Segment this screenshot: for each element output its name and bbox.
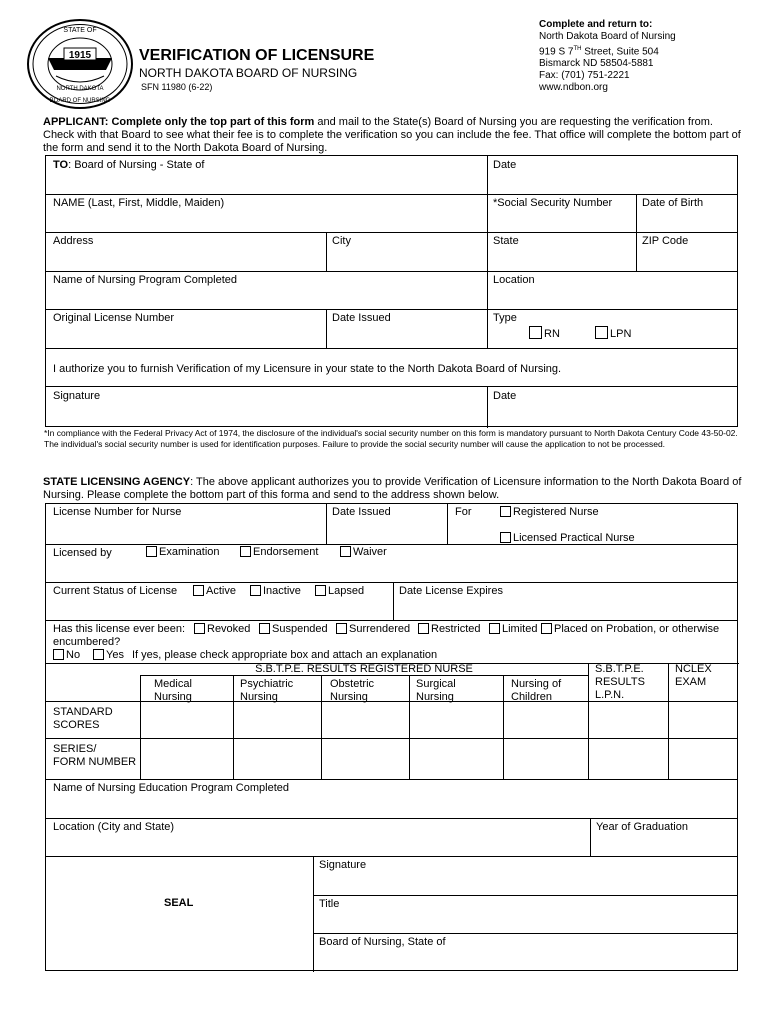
original-license-field[interactable]: Original License Number bbox=[53, 312, 175, 324]
return-address bbox=[539, 19, 676, 94]
year-graduation-field[interactable]: Year of Graduation bbox=[596, 821, 688, 833]
active-checkbox[interactable]: Active bbox=[193, 585, 236, 598]
applicant-instructions: APPLICANT: Complete only the top part of this form and mail to the State(s) Board of Nursing you are requesting the verification from. Check with that Board to see what their fee is to complete the verification so you can include the fee. That office will complete the bottom part of the form and send it to the North Dakota Board of Nursing. bbox=[43, 116, 741, 154]
medical-nursing-header: Medical Nursing bbox=[154, 678, 192, 703]
lapsed-checkbox[interactable]: Lapsed bbox=[315, 585, 364, 598]
standard-scores-label: STANDARD SCORES bbox=[53, 706, 113, 731]
return-line1: North Dakota Board of Nursing bbox=[539, 31, 676, 42]
city-field[interactable]: City bbox=[332, 235, 351, 247]
obstetric-nursing-header: Obstetric Nursing bbox=[330, 678, 375, 703]
ssn-field[interactable]: *Social Security Number bbox=[493, 197, 613, 209]
psychiatric-nursing-header: Psychiatric Nursing bbox=[240, 678, 294, 703]
location-city-state-field[interactable]: Location (City and State) bbox=[53, 821, 175, 833]
date-issued-field[interactable]: Date Issued bbox=[332, 312, 391, 324]
type-label: Type bbox=[493, 312, 517, 324]
ever-been-label: Has this license ever been: bbox=[53, 623, 186, 635]
form-title: VERIFICATION OF LICENSURE bbox=[139, 47, 375, 64]
date-field[interactable]: Date bbox=[493, 159, 517, 171]
restricted-checkbox[interactable]: Restricted bbox=[418, 623, 481, 636]
return-line3: Bismarck ND 58504-5881 bbox=[539, 58, 654, 70]
svg-text:STATE OF: STATE OF bbox=[63, 27, 97, 34]
children-nursing-header: Nursing of Children bbox=[511, 678, 562, 703]
sbtpe-lpn-header: S.B.T.P.E. RESULTS L.P.N. bbox=[595, 663, 645, 701]
return-line5: www.ndbon.org bbox=[539, 82, 608, 94]
agency-title-field[interactable]: Title bbox=[319, 898, 340, 910]
seal-year: 1915 bbox=[68, 50, 92, 61]
svg-text:NORTH DAKOTA: NORTH DAKOTA bbox=[56, 86, 104, 92]
revoked-checkbox[interactable]: Revoked bbox=[194, 623, 250, 636]
agency-form-table bbox=[45, 503, 738, 971]
surgical-nursing-header: Surgical Nursing bbox=[416, 678, 456, 703]
form-number: SFN 11980 (6-22) bbox=[141, 82, 213, 92]
agency-instructions: STATE LICENSING AGENCY: The above applicant authorizes you to provide Verification of Licensure information to the North Dakota Board of Nursing. Please complete the bottom part of this forma and send to the address shown below. bbox=[43, 476, 742, 501]
license-number-field[interactable]: License Number for Nurse bbox=[53, 506, 182, 518]
zip-field[interactable]: ZIP Code bbox=[642, 235, 689, 247]
return-heading: Complete and return to: bbox=[539, 19, 653, 30]
privacy-notice: *In compliance with the Federal Privacy Act of 1974, the disclosure of the individual's social security number on this form is mandatory pursuant to North Dakota Century Code 43-50-02. The individual's social security number is used for identification purposes. Failure to provide the social security number will cause the application to not be processed. bbox=[44, 428, 738, 449]
date-expires-field[interactable]: Date License Expires bbox=[399, 585, 503, 597]
agency-date-issued-field[interactable]: Date Issued bbox=[332, 506, 391, 518]
board-state-field[interactable]: Board of Nursing, State of bbox=[319, 936, 446, 948]
applicant-form-table bbox=[45, 155, 738, 427]
probation-checkbox[interactable]: Placed on Probation, or otherwise bbox=[541, 623, 719, 636]
encumbered-label: encumbered? bbox=[53, 636, 121, 648]
inactive-checkbox[interactable]: Inactive bbox=[250, 585, 301, 598]
signature-date-field[interactable]: Date bbox=[493, 390, 517, 402]
limited-checkbox[interactable]: Limited bbox=[489, 623, 537, 636]
seal-area-label: SEAL bbox=[164, 897, 194, 909]
authorization-statement: I authorize you to furnish Verification of my Licensure in your state to the North Dakota Board of Nursing. bbox=[53, 363, 562, 375]
registered-nurse-checkbox[interactable]: Registered Nurse bbox=[500, 506, 599, 519]
program-field[interactable]: Name of Nursing Program Completed bbox=[53, 274, 238, 286]
waiver-checkbox[interactable]: Waiver bbox=[340, 546, 387, 559]
nclex-header: NCLEX EXAM bbox=[675, 663, 712, 688]
surrendered-checkbox[interactable]: Surrendered bbox=[336, 623, 410, 636]
no-checkbox[interactable]: No bbox=[53, 649, 80, 662]
licensed-by-label: Licensed by bbox=[53, 547, 112, 559]
education-program-field[interactable]: Name of Nursing Education Program Completed bbox=[53, 782, 290, 794]
yes-checkbox[interactable]: Yes bbox=[93, 649, 124, 662]
agency-signature-field[interactable]: Signature bbox=[319, 859, 367, 871]
suspended-checkbox[interactable]: Suspended bbox=[259, 623, 328, 636]
sbtpe-rn-header: S.B.T.P.E. RESULTS REGISTERED NURSE bbox=[255, 663, 473, 675]
state-seal-logo bbox=[26, 18, 134, 110]
rn-checkbox[interactable]: RN bbox=[529, 326, 560, 341]
svg-text:BOARD OF NURSING: BOARD OF NURSING bbox=[49, 98, 111, 104]
address-field[interactable]: Address bbox=[53, 235, 94, 247]
for-label: For bbox=[455, 506, 472, 518]
state-field[interactable]: State bbox=[493, 235, 519, 247]
current-status-label: Current Status of License bbox=[53, 585, 178, 597]
examination-checkbox[interactable]: Examination bbox=[146, 546, 220, 559]
series-form-label: SERIES/ FORM NUMBER bbox=[53, 743, 137, 768]
dob-field[interactable]: Date of Birth bbox=[642, 197, 704, 209]
to-field[interactable]: TO: Board of Nursing - State of bbox=[53, 159, 205, 171]
location-field[interactable]: Location bbox=[493, 274, 535, 286]
return-line2: 919 S 7TH Street, Suite 504 bbox=[539, 46, 659, 58]
return-line4: Fax: (701) 751-2221 bbox=[539, 70, 630, 82]
endorsement-checkbox[interactable]: Endorsement bbox=[240, 546, 318, 559]
signature-field[interactable]: Signature bbox=[53, 390, 101, 402]
name-field[interactable]: NAME (Last, First, Middle, Maiden) bbox=[53, 197, 225, 209]
if-yes-note: If yes, please check appropriate box and attach an explanation bbox=[132, 649, 438, 661]
form-subtitle: NORTH DAKOTA BOARD OF NURSING bbox=[139, 66, 358, 80]
lpn-nurse-checkbox[interactable]: Licensed Practical Nurse bbox=[500, 532, 635, 545]
lpn-checkbox[interactable]: LPN bbox=[595, 326, 631, 341]
